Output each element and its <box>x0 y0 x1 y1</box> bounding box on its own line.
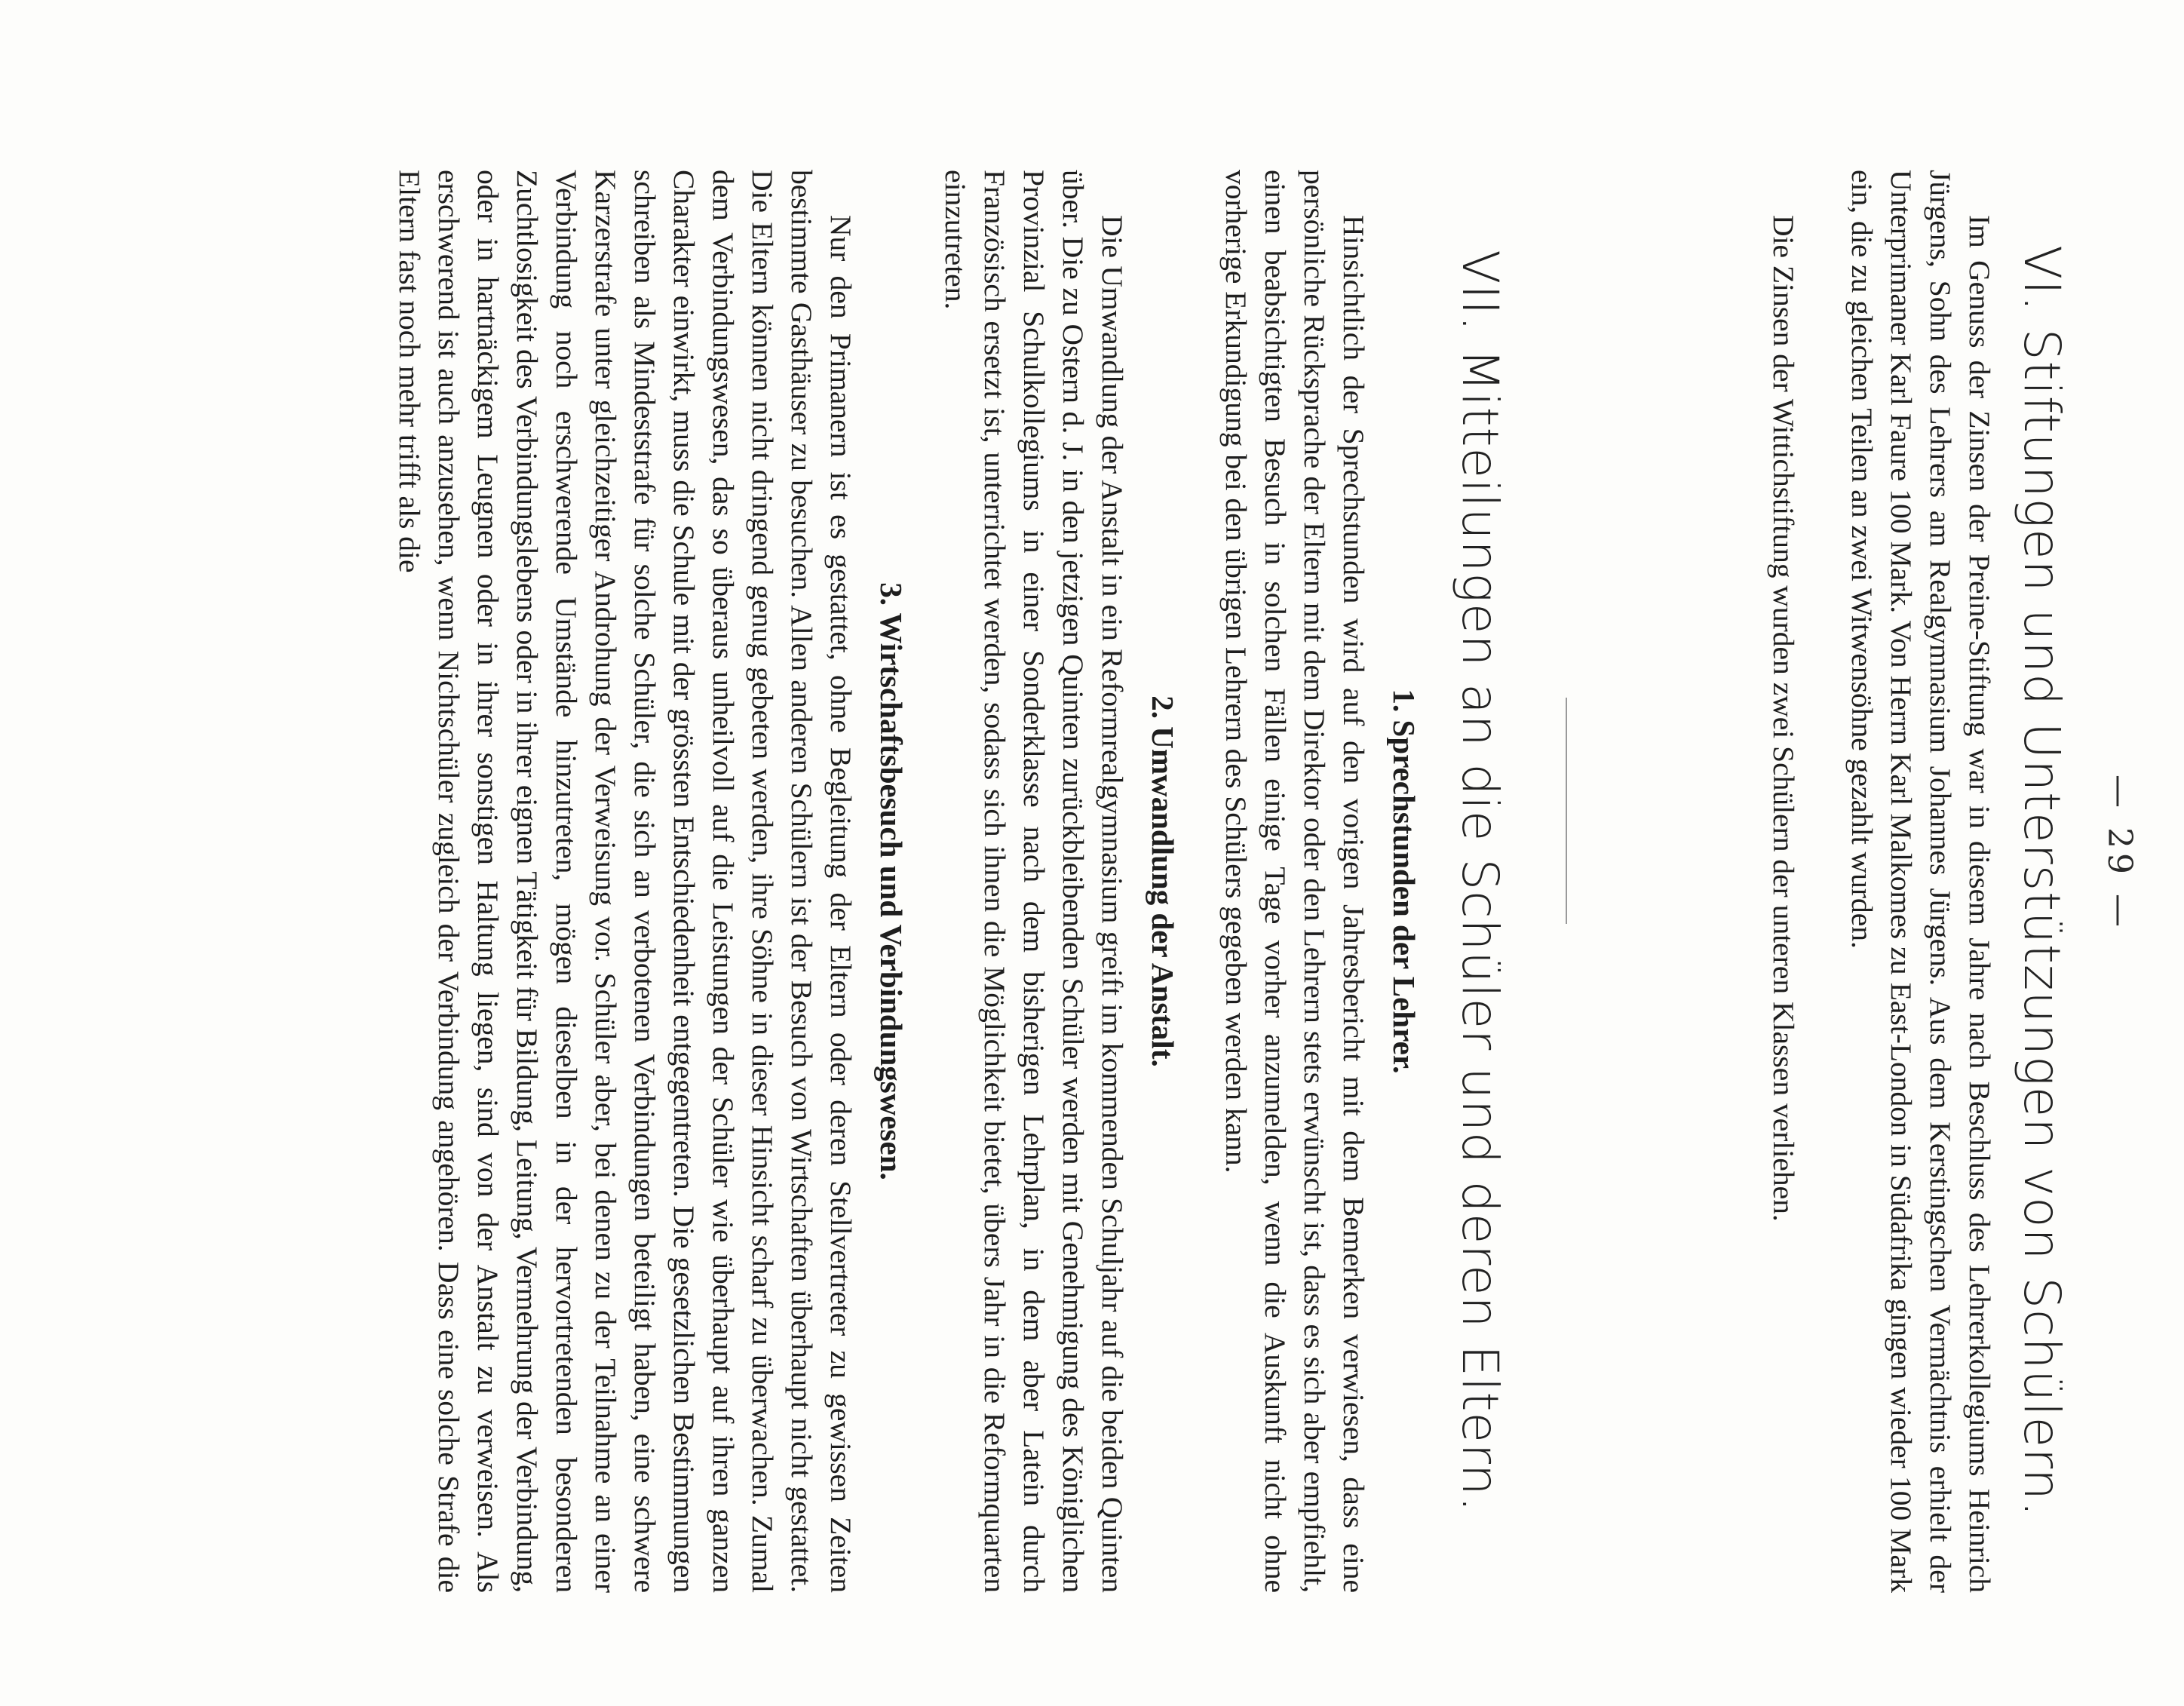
subsection-1-text: Hinsichtlich der Sprechstunden wird auf den vorigen Jahresbericht mit dem Bemerken verwiesen, dass eine persönliche Rücksprache der Eltern mit dem Direktor oder den Lehrern stets erwünscht ist, dass es sich aber empfiehlt, einen beabsichtigten Besuch in solchen Fällen einige Tage vorher anzumelden, wenn die Auskunft nicht ohne vorherige Erkundigung bei den übrigen Lehrern des Schülers gegeben werden kann. <box>1219 170 1370 1593</box>
section-vi-paragraph-1: Im Genuss der Zinsen der Preine-Stiftung war in diesem Jahre nach Beschluss des Lehrerkollegiums Heinrich Jürgens, Sohn des Lehrers am Realgymnasium Johannes Jürgens. Aus dem Kerstingschen Vermächtnis erhielt der Unterprimaner Karl Faure 100 Mark. Von Herrn Karl Malkomes zu East-London in Südafrika gingen wieder 100 Mark ein, die zu gleichen Teilen an zwei Witwensöhne gezahlt wurden. <box>1845 170 1996 1593</box>
subsection-2-text: Die Umwandlung der Anstalt in ein Reformrealgymnasium greift im kommenden Schuljahr auf die beiden Quinten über. Die zu Ostern d. J. in den jetzigen Quinten zurückbleibenden Schüler werden mit Genehmigung des Königlichen Provinzial Schulkollegiums in einer Sonderklasse nach dem bisherigen Lehrplan, in dem aber Latein durch Französisch ersetzt ist, unterrichtet werden, sodass sich ihnen die Möglichkeit bietet, übers Jahr in die Reformquarten einzutreten. <box>939 170 1129 1593</box>
subsection-3-heading: 3. Wirtschaftsbesuch und Verbindungswesen. <box>874 582 909 1180</box>
page-number: — 29 — <box>2100 775 2139 931</box>
subsection-2-heading: 2. Umwandlung der Anstalt. <box>1146 695 1180 1067</box>
section-vi-paragraph-2: Die Zinsen der Wittichstiftung wurden zwei Schülern der unteren Klassen verliehen. <box>1767 215 1800 1222</box>
section-divider <box>1566 698 1567 924</box>
subsection-3-text: Nur den Primanern ist es gestattet, ohne Begleitung der Eltern oder deren Stellvertreter zu gewissen Zeiten bestimmte Gasthäuser zu besuchen. Allen anderen Schülern ist der Besuch von Wirtschaften überhaupt nicht gestattet. Die Eltern können nicht dringend genug gebeten werden, ihre Söhne in dieser Hinsicht scharf zu überwachen. Zumal dem Verbindungswesen, das so überaus unheilvoll auf die Leistungen der Schüler wie überhaupt auf ihren ganzen Charakter einwirkt, muss die Schule mit der grössten Entschiedenheit entgegentreten. Die gesetzlichen Bestimmungen schreiben als Mindeststrafe für solche Schüler, die sich an verbotenen Verbindungen beteiligt haben, eine schwere Karzerstrafe unter gleichzeitiger Androhung der Verweisung vor. Schüler aber, bei denen zu der Teilnahme an einer Verbindung noch erschwerende Umstände hinzutreten, mögen dieselben in der hervortretenden besonderen Zuchtlosigkeit des Verbindungslebens oder in ihrer eignen Tätigkeit für Bildung, Leitung, Vermehrung der Verbindung, oder in hartnäckigem Leugnen oder in ihrer sonstigen Haltung liegen, sind von der Anstalt zu verweisen. Als erschwerend ist auch anzusehen, wenn Nichtschüler zugleich der Verbindung angehören. Dass eine solche Strafe die Eltern fast noch mehr trifft als die <box>393 170 857 1593</box>
section-vi-title: VI. Stiftungen und Unterstützungen von Schülern. <box>2013 245 2071 1517</box>
section-vii-title: VII. Mitteilungen an die Schüler und deren Eltern. <box>1451 250 1509 1513</box>
subsection-1-heading: 1. Sprechstunden der Lehrer. <box>1387 689 1422 1074</box>
